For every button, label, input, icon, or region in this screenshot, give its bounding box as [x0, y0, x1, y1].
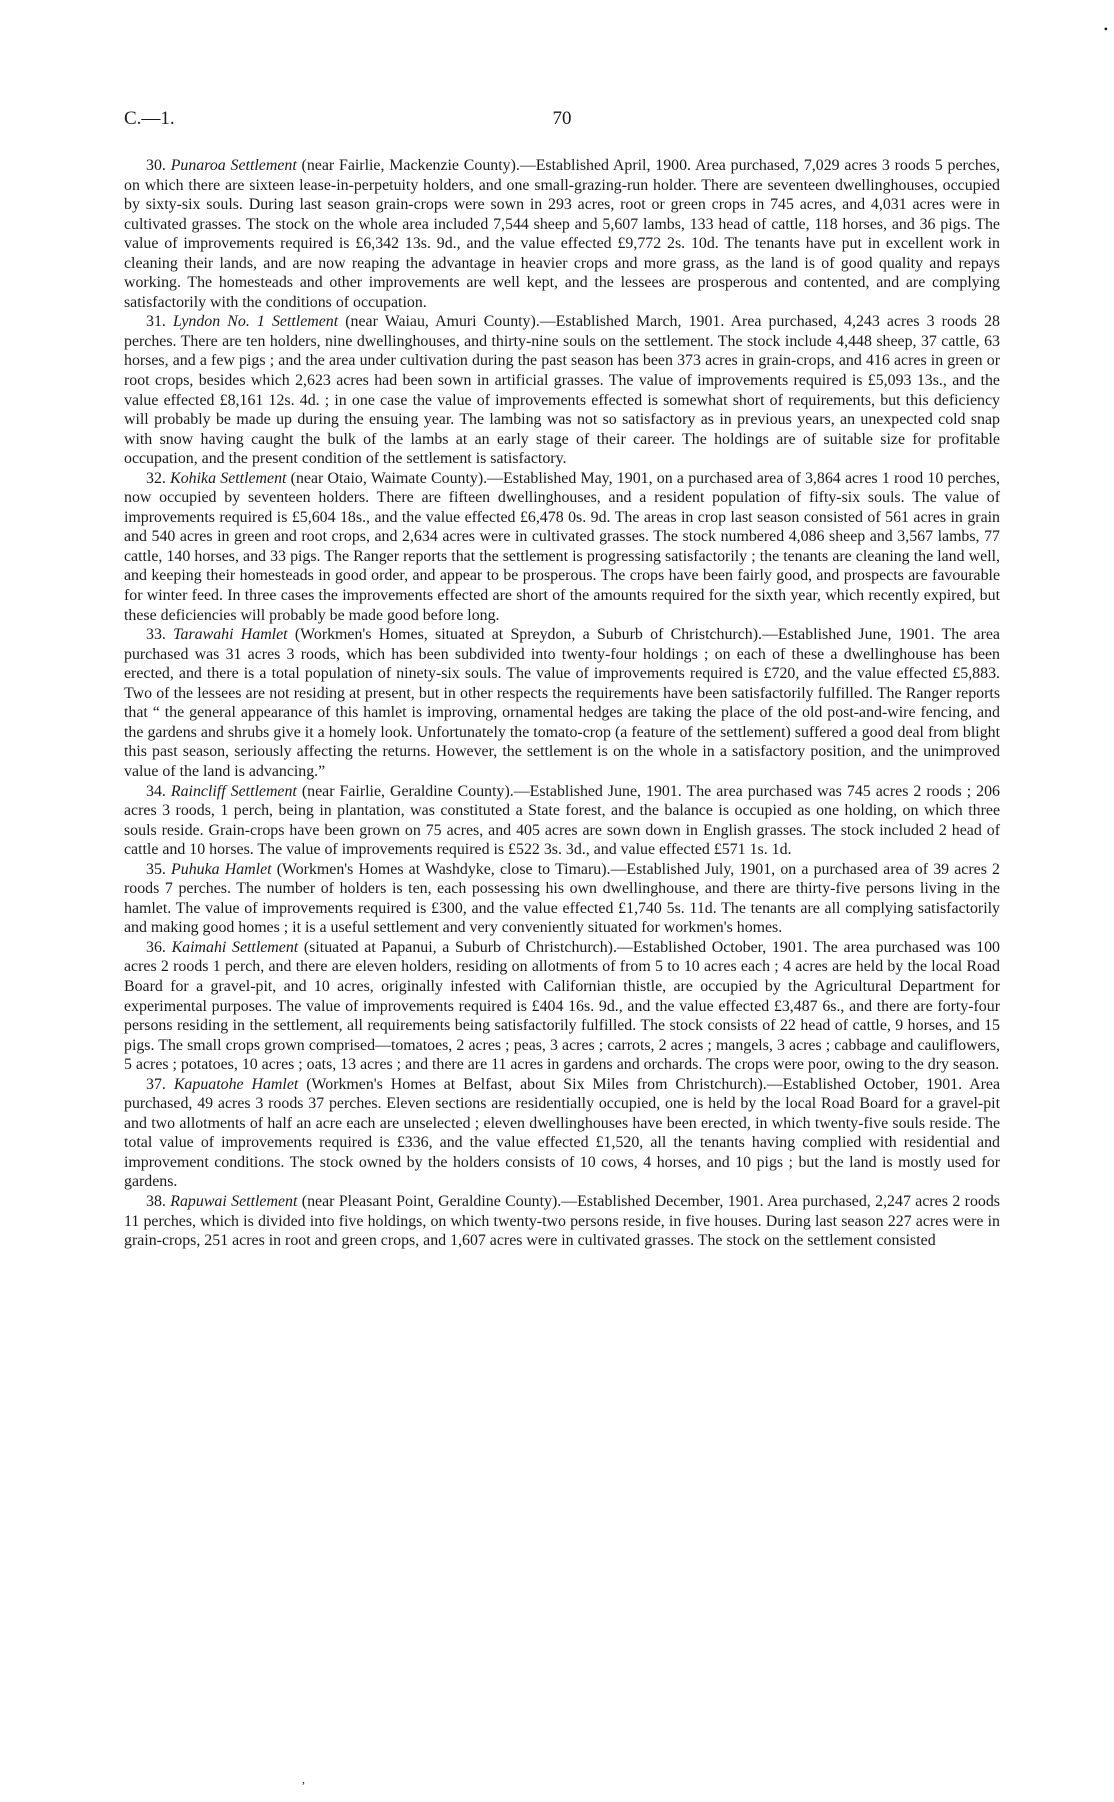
paragraph-number: 38.: [146, 1192, 166, 1210]
paragraph-number: 32.: [146, 469, 166, 487]
report-body: [124, 156, 1000, 1251]
settlement-name: Puhuka Hamlet: [171, 860, 272, 878]
page-number: 70: [552, 108, 572, 129]
paragraph-37: [124, 1075, 1000, 1192]
document-reference: C.—1.: [124, 108, 175, 129]
paragraph-text: (Workmen's Homes at Washdyke, close to Timaru).—Established July, 1901, on a purchased area of 39 acres 2 roods 7 perches. The number of holders is ten, each possessing his own dwellinghouse, and there are thirty-five persons living in the hamlet. The value of improvements required is £300, and the value effected £1,740 5s. 11d. The tenants are all complying satisfactorily and making good homes ; it is a useful settlement and very conveniently situated for workmen's homes.: [124, 860, 1000, 937]
paragraph-number: 30.: [146, 157, 166, 174]
paragraph-number: 34.: [146, 782, 166, 800]
paragraph-text: (near Fairlie, Mackenzie County).—Established April, 1900. Area purchased, 7,029 acres 3 roods 5 perches, on which there are sixteen lease-in-perpetuity holders, and one small-grazing-run holder. There are seventeen dwellinghouses, occupied by sixty-six souls. During last season grain-crops were sown in 293 acres, root or green crops in 745 acres, and 4,031 acres were in cultivated grasses. The stock on the whole area included 7,544 sheep and 5,607 lambs, 133 head of cattle, 118 horses, and 36 pigs. The value of improvements required is £6,342 13s. 9d., and the value effected £9,772 2s. 10d. The tenants have put in excellent work in cleaning their lands, and are now reaping the advantage in heavier crops and more grass, as the land is of good quality and repays working. The homesteads and other improvements are well kept, and the lessees are prosperous and contented, and are complying satisfactorily with the conditions of occupation.: [124, 157, 1001, 311]
paragraph-number: 35.: [146, 860, 166, 878]
margin-mark: •: [1103, 22, 1108, 36]
paragraph-text: (near Waiau, Amuri County).—Established March, 1901. Area purchased, 4,243 acres 3 roods 28 perches. There are ten holders, nine dwellinghouses, and thirty-nine souls on the settlement. The stock include 4,448 sheep, 37 cattle, 63 horses, and a few pigs ; and the area under cultivation during the past season has been 373 acres in grain-crops, and 416 acres in green or root crops, besides which 2,623 acres had been sown in artificial grasses. The value of improvements required is £5,093 13s., and the value effected £8,161 12s. 4d. ; in one case the value of improvements effected is somewhat short of requirements, but this deficiency will probably be made up during the ensuing year. The lambing was not so satisfactory as in previous years, an unexpected cold snap with snow having caught the bulk of the lambs at an early stage of their career. The holdings are of suitable size for profitable occupation, and the present condition of the settlement is satisfactory.: [124, 313, 1000, 468]
settlement-name: Raincliff Settlement: [170, 782, 297, 800]
paragraph-30: [124, 156, 1000, 312]
paragraph-text: (near Fairlie, Geraldine County).—Established June, 1901. The area purchased was 745 acres 2 roods ; 206 acres 3 roods, 1 perch, being in plantation, was constituted a State forest, and the balance is occupied as one holding, on which three souls reside. Grain-crops have been grown on 75 acres, and 405 acres are sown down in English grasses. The stock included 2 head of cattle and 10 horses. The value of improvements required is £522 3s. 3d., and value effected £571 1s. 1d.: [124, 782, 1000, 859]
settlement-name: Kohika Settlement: [170, 469, 287, 487]
paragraph-number: 33.: [146, 626, 166, 644]
paragraph-text: (situated at Papanui, a Suburb of Christchurch).—Established October, 1901. The area purchased was 100 acres 2 roods 1 perch, and there are eleven holders, residing on allotments of from 5 to 10 acres each ; 4 acres are held by the local Road Board for a gravel-pit, and 10 acres, originally infested with Californian thistle, are occupied by the Agricultural Department for experimental purposes. The value of improvements required is £404 16s. 9d., and the value effected £3,487 6s., and there are forty-four persons residing in the settlement, all requirements being satisfactorily fulfilled. The stock consists of 22 head of cattle, 9 horses, and 15 pigs. The small crops grown comprised—tomatoes, 2 acres ; peas, 3 acres ; carrots, 2 acres ; mangels, 3 acres ; cabbage and cauliflowers, 5 acres ; potatoes, 10 acres ; oats, 13 acres ; and there are 11 acres in gardens and orchards. The crops were poor, owing to the dry season.: [124, 938, 1000, 1074]
paragraph-text: (Workmen's Homes at Belfast, about Six Miles from Christchurch).—Established October, 1901. Area purchased, 49 acres 3 roods 37 perches. Eleven sections are residentially occupied, one is held by the local Road Board for a gravel-pit and two allotments of half an acre each are unselected ; eleven dwellinghouses have been erected, in which twenty-five souls reside. The total value of improvements required is £336, and the value effected £1,520, all the tenants having complied with residential and improvement conditions. The stock owned by the holders consists of 10 cows, 4 horses, and 10 pigs ; but the land is mostly used for gardens.: [124, 1075, 1000, 1191]
settlement-name: Rapuwai Settlement: [170, 1192, 298, 1210]
paragraph-34: [124, 782, 1000, 860]
settlement-name: Tarawahi Hamlet: [173, 626, 288, 644]
paragraph-number: 31.: [146, 313, 166, 331]
paragraph-text: (Workmen's Homes, situated at Spreydon, a Suburb of Christchurch).—Established June, 1901. The area purchased was 31 acres 3 roods, which has been subdivided into twenty-four holdings ; on each of these a dwellinghouse has been erected, and there is a total population of ninety-six souls. The value of improvements required is £720, and the value effected £5,883. Two of the lessees are not residing at present, but in other respects the requirements have been satisfactorily fulfilled. The Ranger reports that “ the general appearance of this hamlet is improving, ornamental hedges are taking the place of the old post-and-wire fencing, and the gardens and shrubs give it a homely look. Unfortunately the tomato-crop (a feature of the settlement) suffered a good deal from blight this past season, seriously affecting the returns. However, the settlement is on the whole in a satisfactory position, and the unimproved value of the land is advancing.”: [124, 626, 1000, 780]
margin-mark: ,: [302, 1772, 305, 1786]
page-header: [124, 108, 1000, 138]
settlement-name: Lyndon No. 1 Settlement: [172, 313, 339, 331]
paragraph-36: [124, 938, 1000, 1075]
settlement-name: Punaroa Settlement: [170, 157, 297, 174]
settlement-name: Kaimahi Settlement: [171, 938, 299, 956]
paragraph-number: 36.: [146, 938, 166, 956]
paragraph-33: [124, 625, 1000, 781]
paragraph-text: (near Pleasant Point, Geraldine County).—Established December, 1901. Area purchased, 2,247 acres 2 roods 11 perches, which is divided into five holdings, on which twenty-two persons reside, in five houses. During last season 227 acres were in grain-crops, 251 acres in root and green crops, and 1,607 acres were in cultivated grasses. The stock on the settlement consisted: [124, 1192, 1000, 1250]
paragraph-number: 37.: [146, 1075, 166, 1093]
paragraph-31: [124, 312, 1000, 468]
paragraph-38: [124, 1192, 1000, 1251]
paragraph-32: [124, 469, 1000, 625]
paragraph-35: [124, 860, 1000, 938]
paragraph-text: (near Otaio, Waimate County).—Established May, 1901, on a purchased area of 3,864 acres 1 rood 10 perches, now occupied by seventeen holders. There are fifteen dwellinghouses, and a resident population of fifty-six souls. The value of improvements required is £5,604 18s., and the value effected £6,478 0s. 9d. The areas in crop last season consisted of 561 acres in grain and 540 acres in green and root crops, and 2,634 acres were in cultivated grasses. The stock numbered 4,086 sheep and 3,567 lambs, 77 cattle, 140 horses, and 33 pigs. The Ranger reports that the settlement is progressing satisfactorily ; the tenants are cleaning the land well, and keeping their homesteads in good order, and appear to be prosperous. The crops have been fairly good, and prospects are favourable for winter feed. In three cases the improvements effected are short of the amounts required for the sixth year, which recently expired, but these deficiencies will probably be made good before long.: [124, 469, 1000, 624]
settlement-name: Kapuatohe Hamlet: [173, 1075, 299, 1093]
